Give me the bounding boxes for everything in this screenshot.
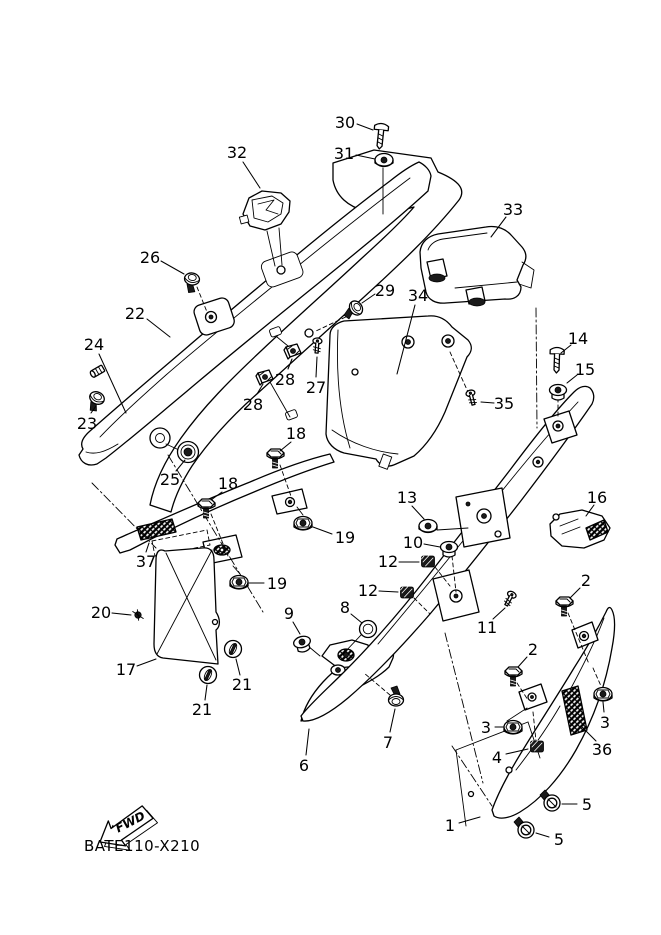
nut-dark-icon <box>422 556 435 568</box>
part-16-damper-bracket <box>550 510 610 548</box>
screw-seat-hole <box>336 668 341 673</box>
callout-leader-line <box>379 591 398 592</box>
callout-17: 17 <box>115 660 137 679</box>
mounting-hole <box>506 767 512 773</box>
mounting-hole <box>482 514 487 519</box>
callout-9: 9 <box>283 604 295 623</box>
fwd-arrow-label: FWD <box>113 808 148 836</box>
stay-foot-hole <box>220 548 224 552</box>
callout-18: 18 <box>217 474 239 493</box>
assembly-line <box>507 708 527 721</box>
mounting-hole <box>469 792 474 797</box>
callout-21: 21 <box>191 700 213 719</box>
callout-leader-line <box>570 588 580 598</box>
grommet-slot-icon <box>225 641 242 658</box>
callout-26: 26 <box>139 248 161 267</box>
callout-leader-line <box>390 709 395 732</box>
clip-cyl-icon <box>89 365 105 378</box>
mounting-hole <box>454 594 458 598</box>
callout-leader-line <box>205 685 207 700</box>
callout-leader-line <box>306 729 309 755</box>
callout-37: 37 <box>135 552 157 571</box>
nut-dark-icon <box>401 587 414 599</box>
callout-23: 23 <box>76 414 98 433</box>
callout-35: 35 <box>493 394 515 413</box>
screw-round-icon <box>514 817 534 838</box>
nut-dark-icon <box>531 741 544 753</box>
pin-small-icon <box>502 590 517 607</box>
callout-21: 21 <box>231 675 253 694</box>
callout-1: 1 <box>444 816 456 835</box>
grommet-hat-icon <box>441 542 458 558</box>
callout-28: 28 <box>274 370 296 389</box>
diagram-code: BATE110-X210 <box>84 837 201 855</box>
rivet <box>466 502 470 506</box>
callout-36: 36 <box>591 740 613 759</box>
part-33-rear-cover <box>420 226 534 306</box>
grommet-hat-icon <box>292 634 312 653</box>
nut-flange-icon <box>504 721 522 735</box>
callout-29: 29 <box>374 281 396 300</box>
callout-leader-line <box>236 659 240 675</box>
callout-3: 3 <box>599 713 611 732</box>
callout-leader-line <box>316 357 317 377</box>
callout-19: 19 <box>334 528 356 547</box>
callout-leader-line <box>424 544 440 547</box>
callout-14: 14 <box>567 329 589 348</box>
grommet-slot-icon <box>200 667 217 684</box>
part-17-side-panel <box>154 548 219 664</box>
mounting-hole <box>556 424 560 428</box>
nut-flange-icon <box>594 688 612 702</box>
mounting-hole <box>495 531 501 537</box>
callout-5: 5 <box>553 830 565 849</box>
nut-flange-icon <box>294 517 312 531</box>
callout-4: 4 <box>491 748 503 767</box>
assembly-line <box>536 308 537 428</box>
callout-2: 2 <box>527 640 539 659</box>
callout-22: 22 <box>124 304 146 323</box>
callout-34: 34 <box>407 286 429 305</box>
assembly-line <box>445 633 483 783</box>
bracket-pin <box>553 514 559 520</box>
callout-leader-line <box>351 614 362 623</box>
callout-leader-line <box>280 442 291 451</box>
stay-foot-hole <box>288 500 292 504</box>
screw-pan-icon <box>549 347 564 373</box>
callout-33: 33 <box>502 200 524 219</box>
bracket-notch <box>239 215 249 224</box>
mounting-hole <box>209 315 213 319</box>
screw-round-icon <box>540 790 560 811</box>
callout-leader-line <box>412 506 424 519</box>
screw-flat-icon <box>84 389 106 413</box>
grommet-donut-icon <box>178 442 199 463</box>
clip-pin-icon <box>131 609 145 622</box>
callout-leader-line <box>518 657 527 667</box>
part-32-bracket <box>239 191 290 230</box>
screw-flat-icon <box>389 686 404 706</box>
callout-20: 20 <box>90 603 112 622</box>
tail-boss <box>150 428 170 448</box>
foot-pad <box>469 298 485 306</box>
callout-18: 18 <box>285 424 307 443</box>
callout-leader-line <box>603 702 604 712</box>
callout-12: 12 <box>357 581 379 600</box>
grommet-hat-icon <box>550 385 567 401</box>
callout-leader-line <box>459 817 480 823</box>
callout-13: 13 <box>396 488 418 507</box>
callout-leader-line <box>357 124 373 130</box>
callout-leader-line <box>536 833 549 837</box>
assembly-line <box>452 746 492 806</box>
bolt-hex-icon <box>505 667 522 686</box>
callout-12: 12 <box>377 552 399 571</box>
pin-small-icon <box>312 338 322 354</box>
callout-15: 15 <box>574 360 596 379</box>
callout-24: 24 <box>83 335 105 354</box>
callout-7: 7 <box>382 733 394 752</box>
bolt-hex-icon <box>267 449 284 468</box>
callout-19: 19 <box>266 574 288 593</box>
callout-3: 3 <box>480 718 492 737</box>
callout-11: 11 <box>476 618 498 637</box>
callout-27: 27 <box>305 378 327 397</box>
callout-5: 5 <box>581 795 593 814</box>
callout-leader-line <box>146 543 149 552</box>
callout-leader-line <box>243 162 260 188</box>
washer-icon <box>375 154 393 167</box>
callout-32: 32 <box>226 143 248 162</box>
foot-pad <box>429 274 445 282</box>
callout-leader-line <box>99 354 126 413</box>
callout-leader-line <box>137 659 156 666</box>
callout-30: 30 <box>334 113 356 132</box>
mounting-hole <box>536 460 540 464</box>
nut-flange-icon <box>230 576 248 590</box>
part-34-center-panel <box>326 316 471 469</box>
callout-10: 10 <box>402 533 424 552</box>
callout-31: 31 <box>333 144 355 163</box>
mounting-hole <box>277 266 285 274</box>
mounting-hole <box>582 634 586 638</box>
inner-piece-edge <box>456 750 466 826</box>
callout-leader-line <box>293 622 300 634</box>
emblem-graphic <box>137 519 176 540</box>
mounting-hole <box>305 329 313 337</box>
callout-2: 2 <box>580 571 592 590</box>
callout-leader-line <box>161 261 184 274</box>
mounting-hole <box>352 369 358 375</box>
callout-8: 8 <box>339 598 351 617</box>
mounting-hole <box>446 339 451 344</box>
callout-25: 25 <box>159 470 181 489</box>
pin-small-icon <box>465 389 478 406</box>
callout-leader-line <box>313 527 332 534</box>
callout-28: 28 <box>242 395 264 414</box>
screw-pan-icon <box>372 123 389 150</box>
callout-leader-line <box>112 613 131 615</box>
washer-icon <box>419 520 437 533</box>
callout-16: 16 <box>586 488 608 507</box>
callout-6: 6 <box>298 756 310 775</box>
callout-leader-line <box>481 402 494 403</box>
callout-leader-line <box>147 319 170 337</box>
mounting-hole <box>213 620 218 625</box>
bolt-hex-icon <box>556 597 573 616</box>
screw-flat-icon <box>182 272 200 294</box>
mounting-hole <box>531 696 534 699</box>
